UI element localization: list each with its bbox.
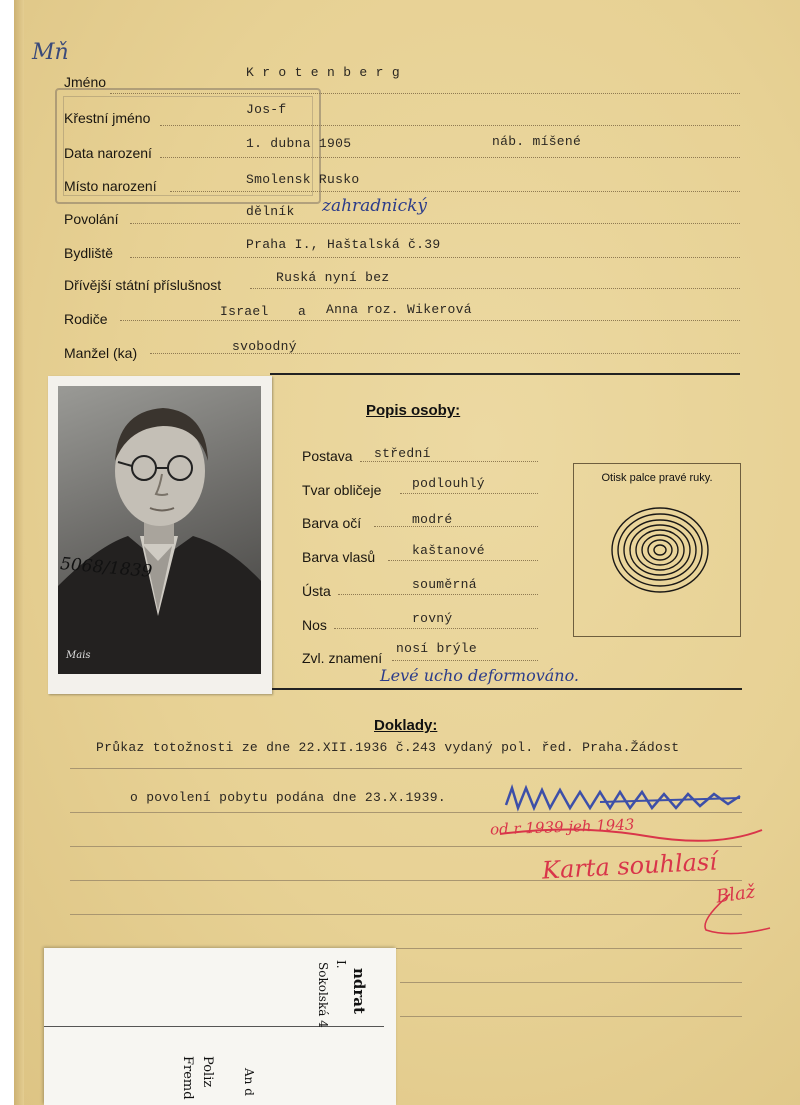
value-data: 1. dubna 1905 — [246, 136, 352, 151]
value-rodice-matka: Anna roz. Wikerová — [326, 302, 472, 317]
fingerprint-icon — [574, 464, 740, 636]
blue-pencil-scribble — [500, 780, 760, 820]
card-text-col-4: An d — [242, 1068, 256, 1096]
value-krestni: Jos-f — [246, 102, 287, 117]
value-rodice-otec: Israel — [220, 304, 269, 319]
label-oci: Barva očí — [302, 515, 362, 531]
attached-card — [44, 948, 396, 1105]
value-zvl: nosí brýle — [396, 641, 478, 656]
photo-mount — [48, 376, 272, 694]
label-rodice: Rodiče — [64, 311, 108, 327]
dotted-line — [160, 125, 740, 126]
label-manzel: Manžel (ka) — [64, 345, 138, 361]
label-krestni: Křestní jméno — [64, 110, 151, 126]
dotted-line — [110, 93, 740, 94]
label-tvar: Tvar obličeje — [302, 482, 382, 498]
red-note-line-1: od r 1939 jeh 1943 — [489, 815, 635, 839]
portrait-illustration — [58, 386, 261, 674]
dotted-line — [374, 526, 538, 527]
photo-studio-mark: Mais — [66, 650, 91, 661]
photo-number: 5068/1839 — [59, 554, 153, 582]
red-strikethrough — [496, 820, 766, 844]
ruled-line — [70, 768, 742, 769]
card-text-col-3: Sokolská 4 — [316, 962, 330, 1028]
dotted-line — [360, 461, 538, 462]
doklady-heading: Doklady: — [374, 717, 438, 734]
fingerprint-box — [573, 463, 741, 637]
ruled-line — [70, 914, 742, 915]
label-jmeno: Jméno — [64, 74, 107, 90]
sheet-edge — [14, 0, 24, 1105]
red-note-line-2: Karta souhlasí — [541, 847, 718, 885]
value-postava: střední — [374, 446, 431, 461]
card-text-col-6: Fremd — [180, 1056, 195, 1100]
portrait-photo — [58, 386, 261, 674]
dotted-line — [392, 660, 538, 661]
value-usta: souměrná — [412, 577, 477, 592]
label-misto: Místo narození — [64, 178, 157, 194]
card-text-col-2: I. — [334, 960, 348, 969]
value-manzel: svobodný — [232, 339, 297, 354]
dotted-line — [170, 191, 740, 192]
value-bydliste: Praha I., Haštalská č.39 — [246, 237, 441, 252]
dotted-line — [120, 320, 740, 321]
label-povolani: Povolání — [64, 211, 119, 227]
dotted-line — [130, 257, 740, 258]
ruled-line — [70, 880, 742, 881]
value-vlasy: kaštanové — [412, 543, 485, 558]
label-vlasy: Barva vlasů — [302, 549, 376, 565]
popis-heading: Popis osoby: — [366, 402, 461, 419]
dotted-line — [150, 353, 740, 354]
label-nos: Nos — [302, 617, 327, 633]
value-povolani: dělník — [246, 204, 295, 219]
value-jmeno: K r o t e n b e r g — [246, 65, 400, 80]
dotted-line — [400, 493, 538, 494]
value-tvar: podlouhlý — [412, 476, 485, 491]
card-text-col-1: ndrat — [350, 968, 368, 1014]
label-data: Data narození — [64, 145, 152, 161]
card-text-col-5: Poliz — [200, 1056, 215, 1088]
label-postava: Postava — [302, 448, 353, 464]
dotted-line — [388, 560, 538, 561]
value-misto: Smolensk Rusko — [246, 172, 360, 187]
dotted-line — [334, 628, 538, 629]
label-zvl: Zvl. znamení — [302, 650, 383, 666]
label-bydliste: Bydliště — [64, 245, 114, 261]
dotted-line — [250, 288, 740, 289]
ruled-line — [400, 1016, 742, 1017]
value-zvl-handwritten: Levé ucho deformováno. — [380, 666, 580, 685]
header-mark: Mň — [32, 40, 69, 65]
doklady-line-1: Průkaz totožnosti ze dne 22.XII.1936 č.243 vydaný pol. řed. Praha.Žádost — [96, 740, 680, 755]
value-nab: náb. míšené — [492, 134, 582, 149]
red-signature-flourish — [690, 890, 780, 940]
value-nos: rovný — [412, 611, 453, 626]
value-povolani-handwritten: zahradnický — [322, 196, 427, 216]
dotted-line — [160, 157, 740, 158]
ruled-line — [70, 846, 742, 847]
value-oci: modré — [412, 512, 453, 527]
section-divider — [270, 373, 740, 375]
red-signature: Blaž — [714, 881, 757, 908]
doklady-line-2: o povolení pobytu podána dne 23.X.1939. — [130, 790, 446, 805]
label-usta: Ústa — [302, 583, 331, 599]
ruled-line — [400, 982, 742, 983]
value-drivejsi: Ruská nyní bez — [276, 270, 390, 285]
label-drivejsi: Dřívější státní příslušnost — [64, 277, 222, 293]
fingerprint-title: Otisk palce pravé ruky. — [601, 472, 713, 484]
value-rodice-a: a — [298, 304, 307, 319]
section-divider — [272, 688, 742, 690]
dotted-line — [338, 594, 538, 595]
dotted-line — [130, 223, 740, 224]
card-rule — [44, 1026, 384, 1027]
